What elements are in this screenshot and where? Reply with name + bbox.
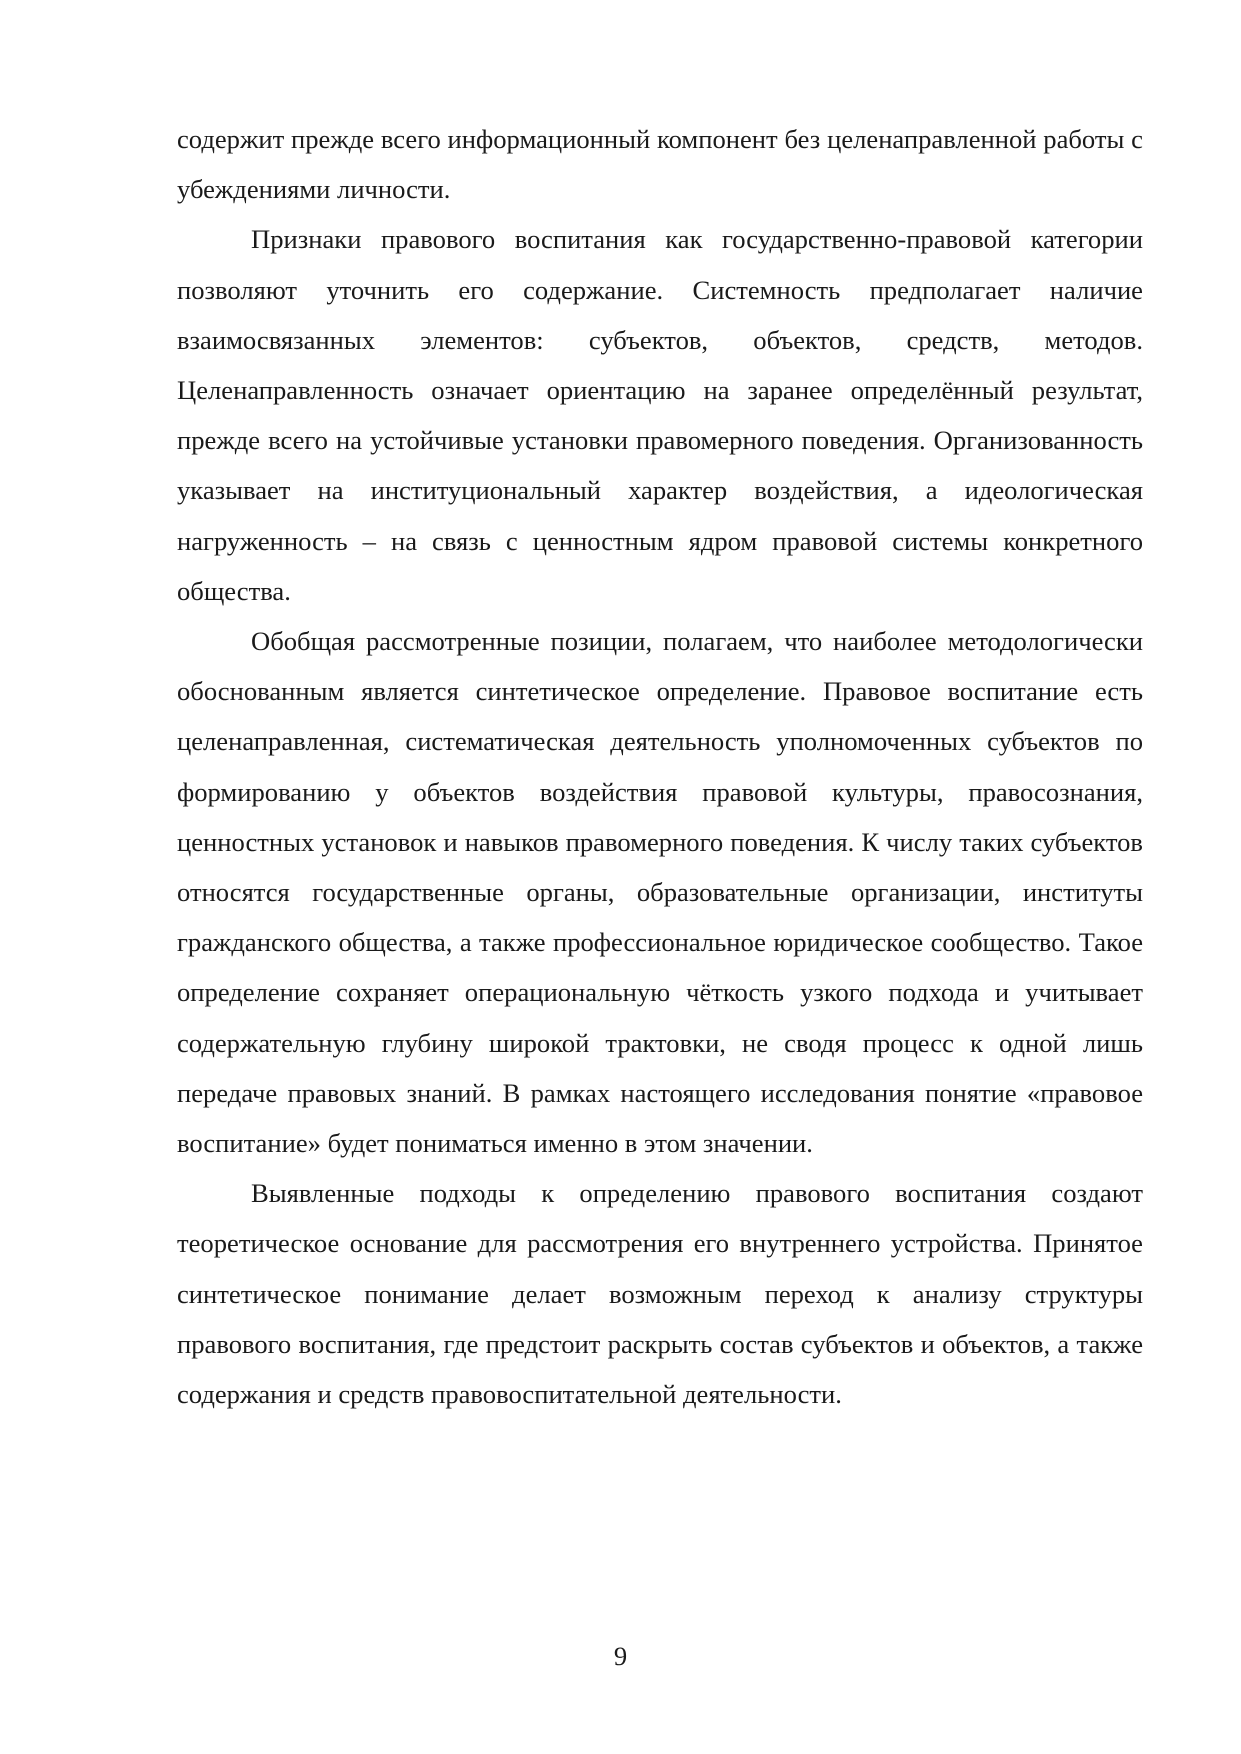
paragraph-signs-of-legal-education: Признаки правового воспитания как государственно-правовой категории позволяют уточнить его содержание. Системность предполагает наличие взаимосвязанных элементов: субъектов, объектов, средств, методов. Целенаправленность означает ориентацию на заранее определённый результат, прежде всего на устойчивые установки правомерного поведения. Организованность указывает на институциональный характер воздействия, а идеологическая нагруженность – на связь с ценностным ядром правовой системы конкретного общества.	[177, 224, 1143, 606]
paragraph-conclusion: Выявленные подходы к определению правового воспитания создают теоретическое основание для рассмотрения его внутреннего устройства. Принятое синтетическое понимание делает возможным переход к анализу структуры правового воспитания, где предстоит раскрыть состав субъектов и объектов, а также содержания и средств правовоспитательной деятельности.	[177, 1178, 1143, 1410]
paragraph-synthetic-definition: Обобщая рассмотренные позиции, полагаем, что наиболее методологически обоснованным является синтетическое определение. Правовое воспитание есть целенаправленная, систематическая деятельность уполномоченных субъектов по формированию у объектов воздействия правовой культуры, правосознания, ценностных установок и навыков правомерного поведения. К числу таких субъектов относятся государственные органы, образовательные организации, институты гражданского общества, а также профессиональное юридическое сообщество. Такое определение сохраняет операциональную чёткость узкого подхода и учитывает содержательную глубину широкой трактовки, не сводя процесс к одной лишь передаче правовых знаний. В рамках настоящего исследования понятие «правовое воспитание» будет пониматься именно в этом значении.	[177, 626, 1143, 1159]
page-number: 9	[613, 1641, 628, 1671]
paragraph-continuation: содержит прежде всего информационный компонент без целенаправленной работы с убеждениями личности.	[177, 124, 1143, 205]
body-text	[177, 114, 1143, 1419]
